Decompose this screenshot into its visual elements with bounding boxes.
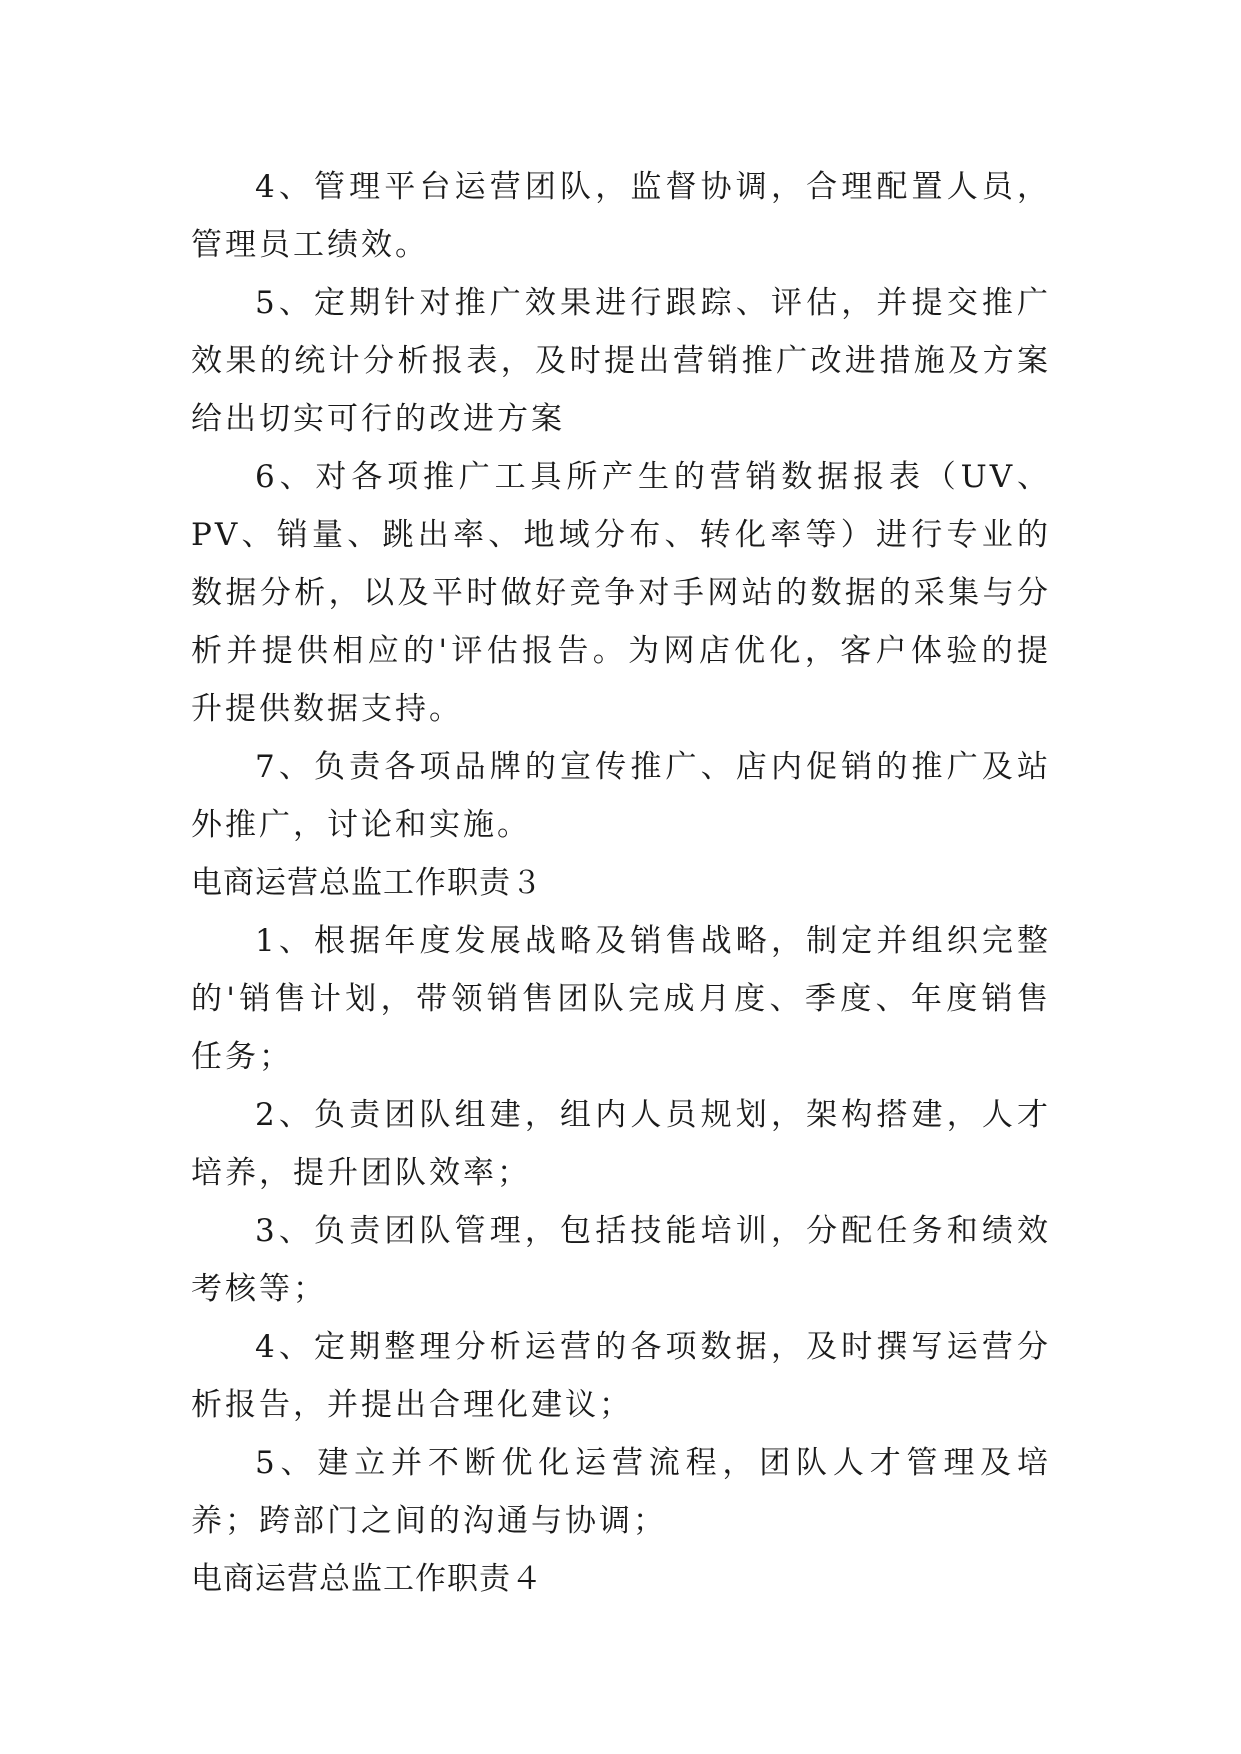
paragraph-duty-5: 5、定期针对推广效果进行跟踪、评估，并提交推广效果的统计分析报表，及时提出营销推广改进措施及方案给出切实可行的改进方案 bbox=[191, 285, 1051, 437]
document-body bbox=[191, 158, 1051, 1608]
paragraph-duty-6: 6、对各项推广工具所产生的营销数据报表（UV、PV、销量、跳出率、地域分布、转化率等）进行专业的数据分析，以及平时做好竞争对手网站的数据的采集与分析并提供相应的'评估报告。为网店优化，客户体验的提升提供数据支持。 bbox=[191, 459, 1051, 727]
paragraph-section3-item-5: 5、建立并不断优化运营流程，团队人才管理及培养；跨部门之间的沟通与协调； bbox=[191, 1445, 1051, 1539]
section-heading-3: 电商运营总监工作职责３ bbox=[191, 865, 543, 901]
paragraph-duty-7: 7、负责各项品牌的宣传推广、店内促销的推广及站外推广，讨论和实施。 bbox=[191, 749, 1051, 843]
paragraph-duty-4: 4、管理平台运营团队，监督协调，合理配置人员，管理员工绩效。 bbox=[191, 169, 1051, 263]
section-heading-4: 电商运营总监工作职责４ bbox=[191, 1561, 543, 1597]
paragraph-section3-item-1: 1、根据年度发展战略及销售战略，制定并组织完整的'销售计划，带领销售团队完成月度、季度、年度销售任务； bbox=[191, 923, 1051, 1075]
paragraph-section3-item-3: 3、负责团队管理，包括技能培训，分配任务和绩效考核等； bbox=[191, 1213, 1051, 1307]
paragraph-section3-item-2: 2、负责团队组建，组内人员规划，架构搭建，人才培养，提升团队效率； bbox=[191, 1097, 1051, 1191]
paragraph-section3-item-4: 4、定期整理分析运营的各项数据，及时撰写运营分析报告，并提出合理化建议； bbox=[191, 1329, 1051, 1423]
